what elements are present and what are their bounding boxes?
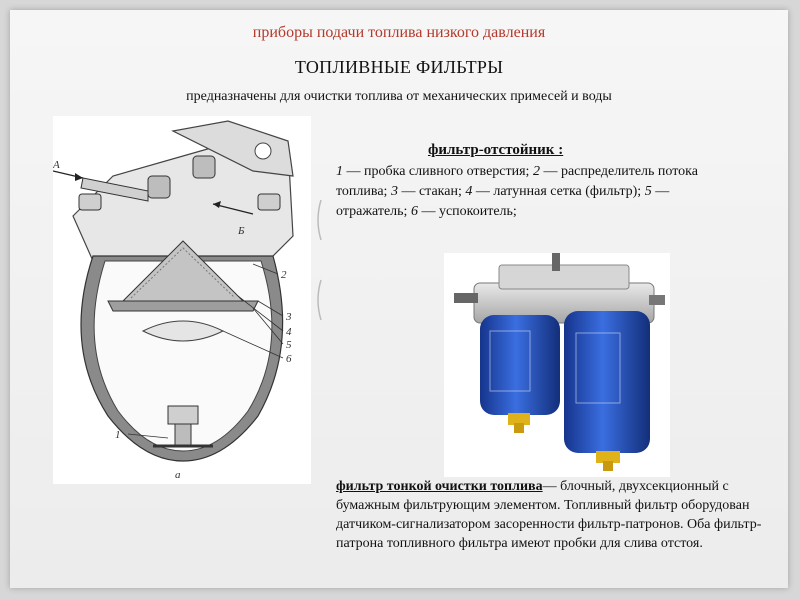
fine-filter-heading: фильтр тонкой очистки топлива (336, 479, 543, 494)
label-6: 6 (286, 353, 292, 365)
fine-filter-text (336, 477, 776, 553)
sump-filter-parts (336, 162, 724, 222)
label-inlet: А (53, 159, 60, 171)
part-item: 3 — стакан; (390, 184, 466, 199)
topic-heading: приборы подачи топлива низкого давления (252, 24, 546, 41)
slide (10, 10, 788, 588)
fine-filter-description: — блочный, двухсекционный с бумажным фильтрующим элементом. Топливный фильтр оборудован датчиком-сигнализатором засоренности фильтр-патронов. Оба фильтр-патрона топливного фильтра имеют пробки для слива отстоя. (336, 479, 762, 551)
sump-filter-heading: фильтр-отстойник : (428, 142, 564, 158)
label-5: 5 (286, 339, 292, 351)
part-item: 4 — латунная сетка (фильтр); (465, 184, 645, 199)
label-3: 3 (286, 311, 292, 323)
sump-filter-diagram (53, 116, 311, 484)
diagram-caption: а (175, 469, 181, 481)
label-4: 4 (286, 326, 292, 338)
part-item: 1 — пробка сливного отверстия; (336, 164, 533, 179)
slide-title: ТОПЛИВНЫЕ ФИЛЬТРЫ (294, 57, 504, 77)
decorative-bracket (315, 200, 323, 340)
fine-filter-photo (444, 253, 670, 477)
label-2: 2 (281, 269, 287, 281)
fine-filter-illustration (444, 253, 670, 477)
sump-filter-drawing (53, 116, 311, 484)
slide-subtitle: предназначены для очистки топлива от механических примесей и воды (186, 89, 612, 104)
part-item: 6 — успокоитель; (410, 204, 517, 219)
part-item: 5 — отражатель; (336, 184, 670, 219)
label-outlet: Б (238, 225, 245, 237)
label-1: 1 (115, 429, 121, 441)
part-item: 2 — распределитель потока топлива; (336, 164, 698, 199)
